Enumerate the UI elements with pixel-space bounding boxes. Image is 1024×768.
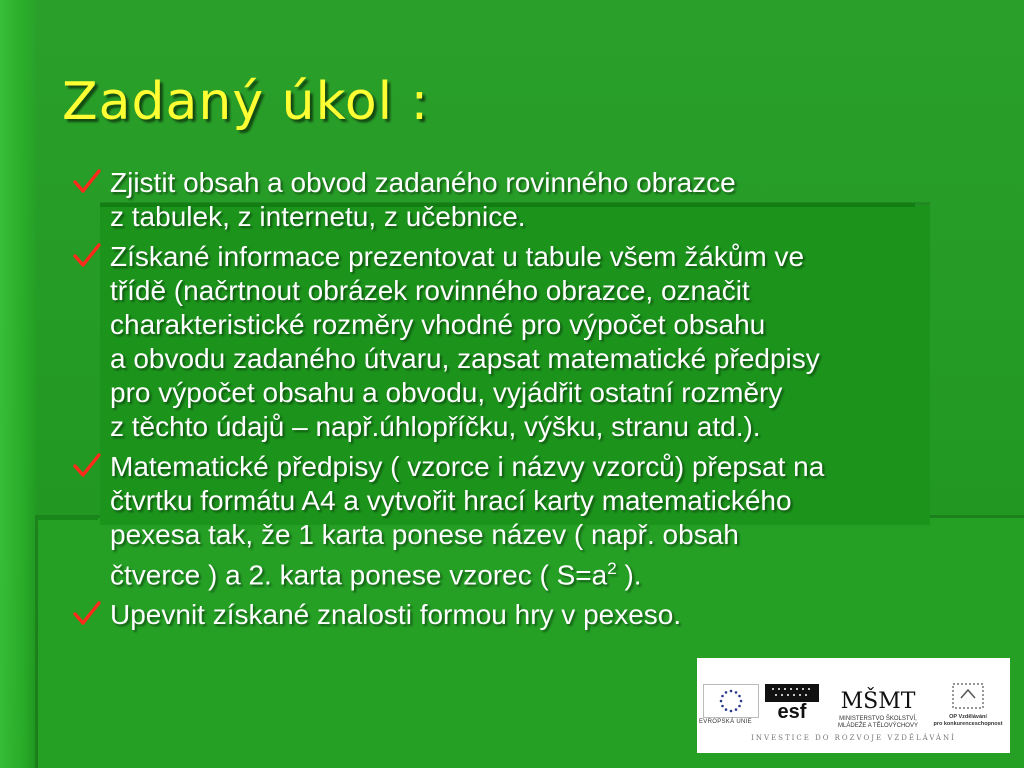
bullet-item — [70, 450, 1000, 592]
msmt-caption — [825, 716, 931, 730]
bullet-line: Upevnit získané znalosti formou hry v pexeso. — [110, 599, 682, 631]
msmt-mark: MŠMT — [840, 689, 916, 714]
bullet-line — [110, 552, 1000, 592]
bullet-line: charakteristické rozměry vhodné pro výpočet obsahu — [110, 309, 766, 340]
sponsor-logo-strip — [697, 658, 1010, 753]
checkmark-icon — [72, 241, 102, 271]
bullet-line: třídě (načrtnout obrázek rovinného obrazce, označit — [110, 275, 750, 306]
bullet-line: pro výpočet obsahu a obvodu, vyjádřit ostatní rozměry — [110, 377, 783, 408]
bullet-item — [70, 166, 1000, 234]
esf-logo-icon — [765, 684, 819, 720]
checkmark-icon — [72, 599, 102, 629]
bullet-line: čtvrtku formátu A4 a vytvořit hrací karty matematického — [110, 485, 792, 516]
bullet-line: Získané informace prezentovat u tabule všem žákům ve — [110, 241, 805, 272]
background-left-band — [0, 0, 38, 768]
investice-caption: INVESTICE DO ROZVOJE VZDĚLÁVÁNÍ — [751, 734, 956, 742]
eu-flag-icon — [703, 684, 759, 718]
formula-text: čtverce ) a 2. karta ponese vzorec ( S=a — [110, 559, 608, 591]
bullet-item — [70, 598, 1000, 632]
msmt-logo-icon — [825, 678, 931, 732]
bullet-line: Matematické předpisy ( vzorce i názvy vzorců) přepsat na — [110, 451, 825, 482]
op-logo-icon — [931, 678, 1005, 734]
bullet-line: pexesa tak, že 1 karta ponese název ( např. obsah — [110, 519, 739, 550]
esf-text: esf — [777, 701, 807, 720]
msmt-caption-line: MINISTERSTVO ŠKOLSTVÍ, — [839, 716, 917, 722]
bullet-line: z tabulek, z internetu, z učebnice. — [110, 201, 526, 232]
op-caption-line: OP Vzdělávání — [949, 714, 987, 720]
checkmark-icon — [72, 451, 102, 481]
bullet-line: z těchto údajů – např.úhlopříčku, výšku, stranu atd.). — [110, 411, 761, 442]
op-caption-line: pro konkurenceschopnost — [933, 720, 1003, 727]
bullet-item — [70, 240, 1000, 444]
checkmark-icon — [72, 167, 102, 197]
formula-tail: ). — [616, 559, 642, 591]
bullet-line: a obvodu zadaného útvaru, zapsat matematické předpisy — [110, 343, 820, 374]
msmt-caption-line: MLÁDEŽE A TĚLOVÝCHOVY — [838, 723, 918, 729]
logo-row — [697, 676, 1010, 736]
eu-caption: EVROPSKÁ UNIE — [699, 719, 752, 725]
op-caption — [931, 714, 1005, 727]
bullet-line: Zjistit obsah a obvod zadaného rovinného obrazce — [110, 167, 736, 198]
formula-exponent: 2 — [607, 559, 617, 578]
slide-title: Zadaný úkol : — [62, 72, 430, 132]
bullet-list — [70, 166, 1000, 638]
